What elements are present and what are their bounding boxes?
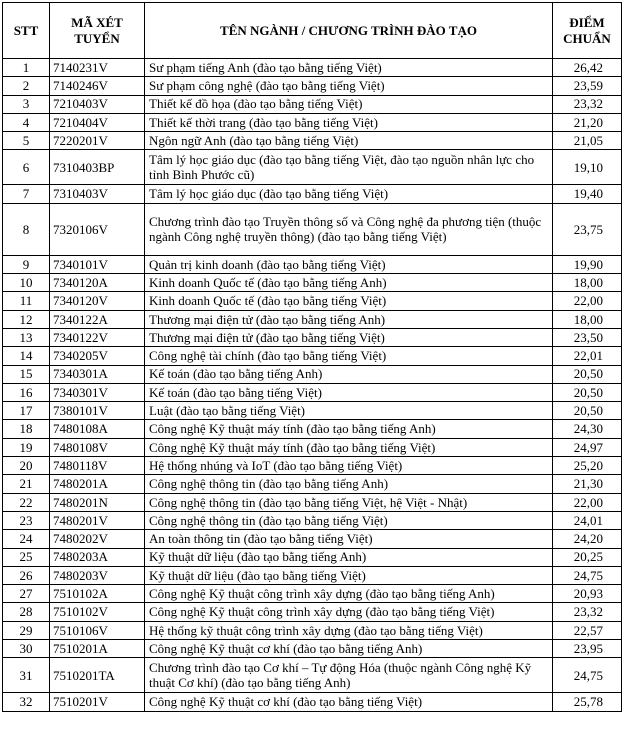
cell-stt: 28 xyxy=(3,603,50,621)
cell-program-name: An toàn thông tin (đào tạo bằng tiếng Việt) xyxy=(145,530,553,548)
cell-score: 26,42 xyxy=(553,59,622,77)
cell-code: 7140231V xyxy=(50,59,145,77)
table-body xyxy=(3,59,622,712)
cell-score: 19,40 xyxy=(553,185,622,203)
cell-code: 7320106V xyxy=(50,203,145,255)
cell-code: 7340205V xyxy=(50,347,145,365)
cell-score: 20,93 xyxy=(553,585,622,603)
cell-code: 7510201TA xyxy=(50,658,145,693)
cell-stt: 14 xyxy=(3,347,50,365)
cell-stt: 7 xyxy=(3,185,50,203)
cell-program-name: Tâm lý học giáo dục (đào tạo bằng tiếng Việt) xyxy=(145,185,553,203)
cell-program-name: Hệ thống nhúng và IoT (đào tạo bằng tiếng Việt) xyxy=(145,457,553,475)
table-row xyxy=(3,640,622,658)
cell-program-name: Sư phạm tiếng Anh (đào tạo bằng tiếng Việt) xyxy=(145,59,553,77)
cell-score: 20,50 xyxy=(553,383,622,401)
cell-stt: 2 xyxy=(3,77,50,95)
cell-score: 20,50 xyxy=(553,365,622,383)
cell-program-name: Chương trình đào tạo Truyền thông số và Công nghệ đa phương tiện (thuộc ngành Công nghệ truyền thông) (đào tạo bằng tiếng Việt) xyxy=(145,203,553,255)
cell-stt: 8 xyxy=(3,203,50,255)
cell-score: 25,20 xyxy=(553,457,622,475)
cell-score: 22,01 xyxy=(553,347,622,365)
cell-code: 7480203A xyxy=(50,548,145,566)
cell-score: 22,57 xyxy=(553,621,622,639)
cell-stt: 32 xyxy=(3,693,50,711)
cell-stt: 6 xyxy=(3,150,50,185)
cell-program-name: Tâm lý học giáo dục (đào tạo bằng tiếng Việt, đào tạo nguồn nhân lực cho tỉnh Bình Phước cũ) xyxy=(145,150,553,185)
cell-score: 24,75 xyxy=(553,566,622,584)
cell-program-name: Công nghệ Kỹ thuật cơ khí (đào tạo bằng tiếng Anh) xyxy=(145,640,553,658)
cell-code: 7340120V xyxy=(50,292,145,310)
cell-score: 22,00 xyxy=(553,292,622,310)
cell-score: 19,10 xyxy=(553,150,622,185)
cell-score: 20,25 xyxy=(553,548,622,566)
cell-program-name: Công nghệ Kỹ thuật cơ khí (đào tạo bằng tiếng Việt) xyxy=(145,693,553,711)
cell-score: 23,95 xyxy=(553,640,622,658)
cell-program-name: Hệ thống kỹ thuật công trình xây dựng (đào tạo bằng tiếng Việt) xyxy=(145,621,553,639)
header-name: TÊN NGÀNH / CHƯƠNG TRÌNH ĐÀO TẠO xyxy=(145,3,553,59)
cell-score: 23,50 xyxy=(553,328,622,346)
table-row xyxy=(3,113,622,131)
cell-stt: 23 xyxy=(3,511,50,529)
table-row xyxy=(3,203,622,255)
cell-stt: 15 xyxy=(3,365,50,383)
cell-program-name: Kế toán (đào tạo bằng tiếng Việt) xyxy=(145,383,553,401)
table-row xyxy=(3,475,622,493)
cell-stt: 26 xyxy=(3,566,50,584)
cell-stt: 16 xyxy=(3,383,50,401)
cell-code: 7510106V xyxy=(50,621,145,639)
cell-code: 7340120A xyxy=(50,274,145,292)
cell-stt: 27 xyxy=(3,585,50,603)
cell-program-name: Kỹ thuật dữ liệu (đào tạo bằng tiếng Việt) xyxy=(145,566,553,584)
cell-code: 7210404V xyxy=(50,113,145,131)
cell-score: 21,05 xyxy=(553,132,622,150)
cell-code: 7480118V xyxy=(50,457,145,475)
cell-program-name: Ngôn ngữ Anh (đào tạo bằng tiếng Việt) xyxy=(145,132,553,150)
table-row xyxy=(3,693,622,711)
cell-code: 7480201V xyxy=(50,511,145,529)
cell-code: 7510201A xyxy=(50,640,145,658)
table-row xyxy=(3,585,622,603)
cell-program-name: Thiết kế đồ họa (đào tạo bằng tiếng Việt) xyxy=(145,95,553,113)
cell-program-name: Công nghệ thông tin (đào tạo bằng tiếng Việt, hệ Việt - Nhật) xyxy=(145,493,553,511)
table-row xyxy=(3,365,622,383)
table-row xyxy=(3,420,622,438)
cell-score: 19,90 xyxy=(553,255,622,273)
cell-code: 7480201N xyxy=(50,493,145,511)
cell-code: 7220201V xyxy=(50,132,145,150)
table-row xyxy=(3,438,622,456)
cell-stt: 11 xyxy=(3,292,50,310)
cell-code: 7480201A xyxy=(50,475,145,493)
header-stt: STT xyxy=(3,3,50,59)
cell-stt: 19 xyxy=(3,438,50,456)
cell-stt: 3 xyxy=(3,95,50,113)
table-row xyxy=(3,548,622,566)
table-row xyxy=(3,658,622,693)
cell-program-name: Kinh doanh Quốc tế (đào tạo bằng tiếng Anh) xyxy=(145,274,553,292)
cell-score: 24,30 xyxy=(553,420,622,438)
header-score: ĐIỂM CHUẨN xyxy=(553,3,622,59)
cell-program-name: Công nghệ Kỹ thuật công trình xây dựng (đào tạo bằng tiếng Anh) xyxy=(145,585,553,603)
table-row xyxy=(3,292,622,310)
cell-program-name: Công nghệ Kỹ thuật công trình xây dựng (đào tạo bằng tiếng Việt) xyxy=(145,603,553,621)
cell-score: 23,75 xyxy=(553,203,622,255)
cell-program-name: Công nghệ thông tin (đào tạo bằng tiếng Anh) xyxy=(145,475,553,493)
cell-code: 7510102V xyxy=(50,603,145,621)
cell-code: 7340301V xyxy=(50,383,145,401)
cell-stt: 9 xyxy=(3,255,50,273)
cell-score: 23,59 xyxy=(553,77,622,95)
cell-program-name: Thiết kế thời trang (đào tạo bằng tiếng Việt) xyxy=(145,113,553,131)
cell-stt: 31 xyxy=(3,658,50,693)
table-header xyxy=(3,3,622,59)
cell-code: 7480202V xyxy=(50,530,145,548)
cell-program-name: Công nghệ tài chính (đào tạo bằng tiếng Việt) xyxy=(145,347,553,365)
cell-program-name: Công nghệ Kỹ thuật máy tính (đào tạo bằng tiếng Anh) xyxy=(145,420,553,438)
cell-program-name: Thương mại điện tử (đào tạo bằng tiếng Anh) xyxy=(145,310,553,328)
cell-stt: 12 xyxy=(3,310,50,328)
table-row xyxy=(3,310,622,328)
cell-stt: 25 xyxy=(3,548,50,566)
cell-score: 21,30 xyxy=(553,475,622,493)
cell-code: 7340301A xyxy=(50,365,145,383)
table-row xyxy=(3,603,622,621)
cell-stt: 13 xyxy=(3,328,50,346)
cell-score: 24,75 xyxy=(553,658,622,693)
cell-stt: 5 xyxy=(3,132,50,150)
cell-score: 24,20 xyxy=(553,530,622,548)
cell-program-name: Kinh doanh Quốc tế (đào tạo bằng tiếng Việt) xyxy=(145,292,553,310)
cell-score: 25,78 xyxy=(553,693,622,711)
cell-score: 21,20 xyxy=(553,113,622,131)
table-row xyxy=(3,383,622,401)
cell-program-name: Chương trình đào tạo Cơ khí – Tự động Hóa (thuộc ngành Công nghệ Kỹ thuật Cơ khí) (đào tạo bằng tiếng Anh) xyxy=(145,658,553,693)
cell-score: 18,00 xyxy=(553,310,622,328)
table-row xyxy=(3,328,622,346)
table-row xyxy=(3,185,622,203)
cell-code: 7510201V xyxy=(50,693,145,711)
cell-score: 18,00 xyxy=(553,274,622,292)
cell-stt: 22 xyxy=(3,493,50,511)
table-row xyxy=(3,402,622,420)
cell-score: 23,32 xyxy=(553,95,622,113)
table-row xyxy=(3,511,622,529)
header-code: MÃ XÉT TUYỂN xyxy=(50,3,145,59)
cell-stt: 17 xyxy=(3,402,50,420)
cell-code: 7210403V xyxy=(50,95,145,113)
table-row xyxy=(3,132,622,150)
table-row xyxy=(3,77,622,95)
cell-code: 7310403V xyxy=(50,185,145,203)
cell-stt: 1 xyxy=(3,59,50,77)
cell-code: 7380101V xyxy=(50,402,145,420)
cell-code: 7340122V xyxy=(50,328,145,346)
table-row xyxy=(3,530,622,548)
cell-score: 22,00 xyxy=(553,493,622,511)
cell-code: 7340101V xyxy=(50,255,145,273)
cell-code: 7510102A xyxy=(50,585,145,603)
cell-code: 7340122A xyxy=(50,310,145,328)
table-row xyxy=(3,95,622,113)
table-row xyxy=(3,255,622,273)
cell-stt: 18 xyxy=(3,420,50,438)
admission-scores-table xyxy=(2,2,622,712)
cell-score: 20,50 xyxy=(553,402,622,420)
cell-program-name: Thương mại điện tử (đào tạo bằng tiếng Việt) xyxy=(145,328,553,346)
cell-program-name: Công nghệ Kỹ thuật máy tính (đào tạo bằng tiếng Việt) xyxy=(145,438,553,456)
cell-stt: 29 xyxy=(3,621,50,639)
cell-code: 7140246V xyxy=(50,77,145,95)
cell-code: 7310403BP xyxy=(50,150,145,185)
cell-program-name: Kỹ thuật dữ liệu (đào tạo bằng tiếng Anh) xyxy=(145,548,553,566)
cell-stt: 10 xyxy=(3,274,50,292)
cell-code: 7480108A xyxy=(50,420,145,438)
cell-program-name: Công nghệ thông tin (đào tạo bằng tiếng Việt) xyxy=(145,511,553,529)
cell-stt: 20 xyxy=(3,457,50,475)
cell-stt: 21 xyxy=(3,475,50,493)
cell-program-name: Kế toán (đào tạo bằng tiếng Anh) xyxy=(145,365,553,383)
cell-program-name: Luật (đào tạo bằng tiếng Việt) xyxy=(145,402,553,420)
cell-stt: 4 xyxy=(3,113,50,131)
cell-code: 7480203V xyxy=(50,566,145,584)
table-row xyxy=(3,566,622,584)
table-row xyxy=(3,457,622,475)
table-row xyxy=(3,493,622,511)
table-row xyxy=(3,274,622,292)
cell-score: 24,01 xyxy=(553,511,622,529)
table-row xyxy=(3,621,622,639)
cell-stt: 24 xyxy=(3,530,50,548)
cell-stt: 30 xyxy=(3,640,50,658)
cell-program-name: Sư phạm công nghệ (đào tạo bằng tiếng Việt) xyxy=(145,77,553,95)
cell-score: 23,32 xyxy=(553,603,622,621)
table-row xyxy=(3,347,622,365)
cell-score: 24,97 xyxy=(553,438,622,456)
table-row xyxy=(3,150,622,185)
cell-program-name: Quản trị kinh doanh (đào tạo bằng tiếng Việt) xyxy=(145,255,553,273)
table-row xyxy=(3,59,622,77)
cell-code: 7480108V xyxy=(50,438,145,456)
